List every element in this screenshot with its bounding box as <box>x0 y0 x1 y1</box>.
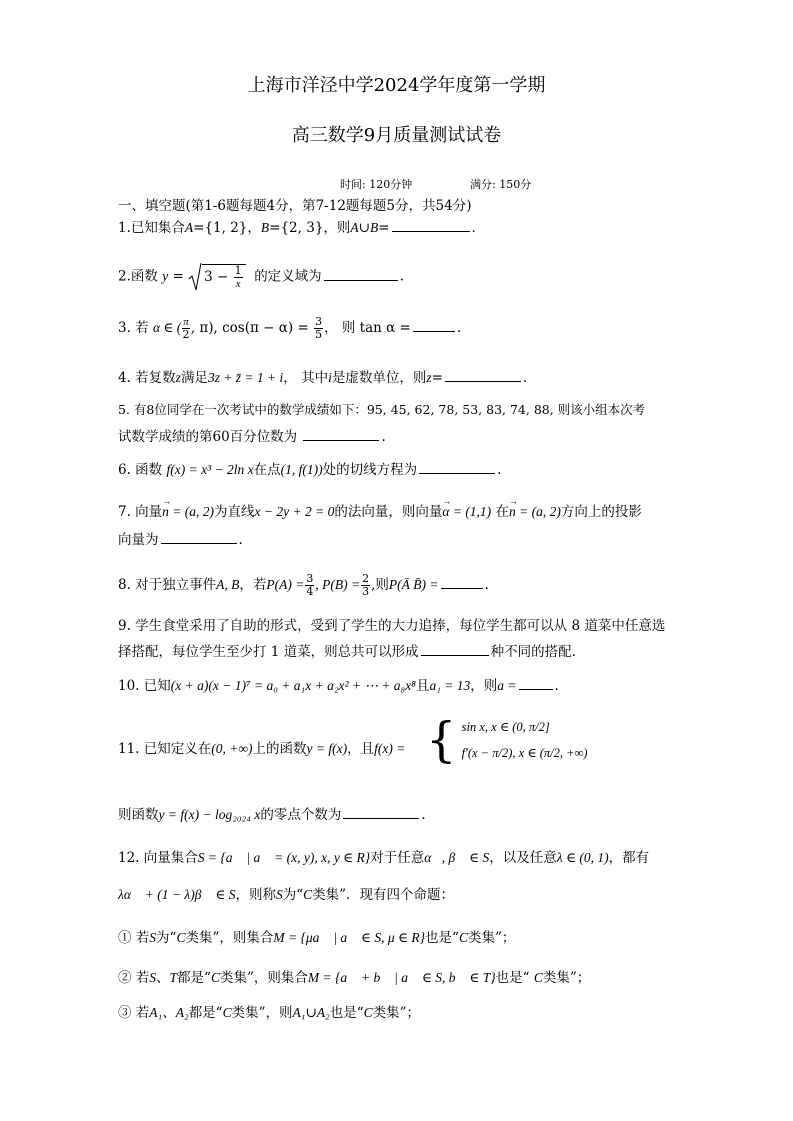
question-12-line-1: 12. 向量集合S = {a⃗ | a⃗ = (x, y), x, y ∈ R}对于任意α⃗, β⃗ ∈ S，以及任意λ ∈ (0, 1)，都有 <box>118 850 650 866</box>
question-9-line-2: 择搭配，每位学生至少打 1 道菜，则总共可以形成 种不同的搭配. <box>118 644 576 660</box>
question-4: 4. 若复数z满足3z + z̄ = 1 + i， 其中i是虚数单位，则z= . <box>118 370 528 386</box>
exam-title: 高三数学9月质量测试试卷 <box>291 125 502 146</box>
question-11-line-2: 则函数y = f(x) − log₂₀₂₄ x的零点个数为 . <box>118 807 426 823</box>
answer-blank <box>419 461 495 474</box>
question-1: 1.已知集合A={1, 2}，B={2, 3}，则A∪B= . <box>118 220 476 236</box>
school-title: 上海市洋泾中学2024学年度第一学期 <box>247 75 546 96</box>
answer-blank <box>441 576 483 589</box>
answer-blank <box>413 319 455 332</box>
answer-blank <box>519 677 553 690</box>
proposition-3: ③ 若A₁、A₂都是“C类集”，则A₁∪A₂也是“C类集”； <box>118 1005 421 1021</box>
answer-blank <box>161 531 237 544</box>
question-9-line-1: 9. 学生食堂采用了自助的形式，受到了学生的大力追捧，每位学生都可以从 8 道菜中任意选 <box>118 618 666 634</box>
answer-blank <box>303 428 379 441</box>
question-2: 2.函数 y = 3 − $\frac{1}{x}$ 的定义域为 . <box>118 262 404 292</box>
sqrt-expression: 3 − $\frac{1}{x}$ <box>188 262 246 292</box>
question-5-line-1: 5. 有8位同学在一次考试中的数学成绩如下：95, 45, 62, 78, 53, 83, 74, 88, 则该小组本次考 <box>118 402 646 417</box>
question-5-line-2: 试数学成绩的第60百分位数为 . <box>118 429 386 445</box>
question-10: 10. 已知(x + a)(x − 1)⁷ = a₀ + a₁x + a₂x² + ⋯ + a₈x⁸且a₁ = 13，则a = . <box>118 678 559 694</box>
answer-blank <box>392 219 470 232</box>
answer-blank <box>324 268 398 281</box>
answer-blank <box>421 643 489 656</box>
proposition-1: ① 若S为“C类集”，则集合M = {μa⃗ | a⃗ ∈ S, μ ∈ R}也是“C类集”； <box>118 930 516 946</box>
full-score: 满分: 150分 <box>470 178 532 191</box>
answer-blank <box>343 806 419 819</box>
question-7-line-2: 向量为 . <box>118 532 243 548</box>
time-limit: 时间: 120分钟 <box>340 178 413 191</box>
radical-sign <box>188 262 202 292</box>
question-12-line-2: λα⃗ + (1 − λ)β⃗ ∈ S，则称S为“C类集”．现有四个命题： <box>118 887 455 903</box>
question-6: 6. 函数 f(x) = x³ − 2ln x在点(1, f(1))处的切线方程为 . <box>118 462 502 478</box>
section-heading: 一、填空题(第1-6题每题4分，第7-12题每题5分，共54分) <box>118 198 472 214</box>
answer-blank <box>445 369 521 382</box>
piecewise-function: { sin x, x ∈ (0, π/2] f′(x − π/2), x ∈ (π/2, +∞) <box>426 712 588 768</box>
proposition-2: ② 若S、T都是“C类集”，则集合M = {a⃗ + b⃗ | a⃗ ∈ S, b⃗ ∈ T}也是“ C类集”； <box>118 970 591 986</box>
question-11-line-1: 11. 已知定义在(0, +∞)上的函数y = f(x)，且f(x) = <box>118 741 406 757</box>
question-3: 3. 若 α ∈ ( $\frac{\pi}{2}$ , π), cos(π − α) = $\frac{3}{5}$ ， 则 tan α = . <box>118 315 462 341</box>
question-7-line-1: 7. 向量→ n = (a, 2)为直线x − 2y + 2 = 0的法向量，则向量→ α = (1,1) 在→ n = (a, 2)方向上的投影 <box>118 503 642 521</box>
question-8: 8. 对于独立事件A, B，若P(A) = $\frac{3}{4}$ , P(B) = $\frac{2}{3}$ ,则P(Ā B̄) = . <box>118 572 489 598</box>
